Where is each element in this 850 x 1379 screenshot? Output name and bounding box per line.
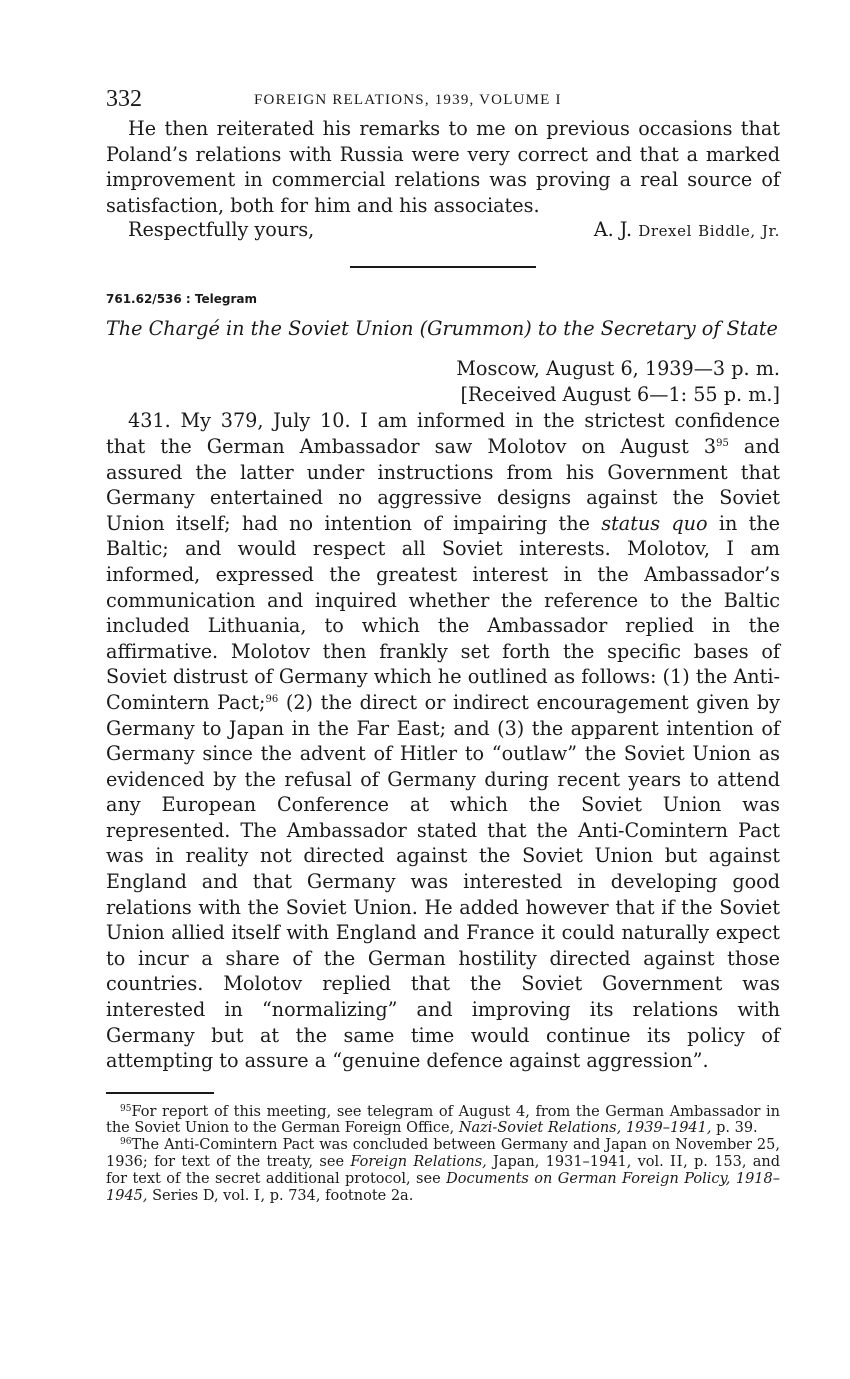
footnote-text: Japan, 1931–1941, vol. [486, 1154, 671, 1171]
page [106, 86, 780, 1205]
footnote-divider [106, 1092, 214, 1094]
footnote-text: p. 39. [711, 1120, 758, 1137]
footnote-volume: II [670, 1152, 684, 1171]
footnotes [106, 1104, 780, 1205]
title-part-1: The Chargé in the Soviet Union ( [106, 317, 428, 341]
footnote-ref-96[interactable]: 96 [265, 693, 279, 705]
title-name: Grummon [427, 317, 525, 341]
footnote-mark: 96 [120, 1136, 132, 1147]
sign-off [106, 218, 780, 246]
body-part-2: and assured the latter under instructions from his Government that Germany entertained no aggressive designs against the Soviet Union itself; had no intention of impairing the [106, 434, 781, 535]
received-note: [Received August 6—1: 55 p. m.] [460, 383, 780, 407]
document-title [106, 316, 780, 342]
footnote-citation: Foreign Relations, [350, 1154, 487, 1171]
footnote-96 [106, 1137, 780, 1205]
footnote-text: For report of this meeting, see telegram of August 4, from the German Ambassador in the Soviet Union to the German Foreign Office, [106, 1103, 780, 1137]
footnote-citation: Documents on German Foreign Policy, 1918–1945, [106, 1170, 780, 1205]
page-number: 332 [106, 86, 142, 112]
signature [594, 218, 780, 241]
running-head-title: FOREIGN RELATIONS, 1939, VOLUME I [254, 92, 562, 108]
place-date: Moscow, August 6, 1939—3 p. m. [456, 357, 780, 381]
title-part-2: ) to the Secretary of State [524, 317, 778, 341]
footnote-95 [106, 1104, 780, 1137]
intro-paragraph: He then reiterated his remarks to me on previous occasions that Poland’s relations with Russia were very correct and that a marked improvement in commercial relations was proving a real source of satisfaction, both for him and his associates. [106, 117, 780, 217]
section-divider [350, 266, 536, 268]
signature-name-1: Drexel [638, 222, 692, 241]
footnote-text: The Anti-Comintern Pact was concluded between Germany and Japan on November 25, 1936; for text of the treaty, see [106, 1136, 780, 1171]
body-part-1: 431. My 379, July 10. I am informed in the strictest confidence that the German Ambassador saw Molotov on August 3 [106, 409, 780, 458]
footnote-ref-95[interactable]: 95 [716, 437, 729, 449]
telegram-body [106, 408, 780, 1073]
signature-suffix: Jr. [761, 222, 780, 241]
footnote-text: , p. 153, and for text of the secret additional protocol, see [106, 1154, 781, 1187]
footnote-citation: Nazi-Soviet Relations, 1939–1941, [458, 1120, 712, 1137]
footnote-volume: I [253, 1186, 261, 1205]
body-part-4: (2) the direct or indirect encouragement given by Germany to Japan in the Far East; and (3) the apparent intention of Germany since the advent of Hitler to “outlaw” the Soviet Union as evidenced by the refusal of Germany during recent years to attend any European Conference at which the Soviet Union was represented. The Ambassador stated that the Anti-Comintern Pact was in reality not directed against the Soviet Union but against England and that Germany was interested in developing good relations with the Soviet Union. He added however that if the Soviet Union allied itself with England and France it could naturally expect to incur a share of the German hostility directed against those countries. Molotov replied that the Soviet Government was interested in “normalizing” and improving its relations with Germany but at the same time would continue its policy of attempting to assure a “genuine defence against aggression”. [106, 690, 781, 1073]
footnote-text: , p. 734, footnote 2a. [260, 1188, 414, 1205]
footnote-mark: 95 [120, 1103, 132, 1114]
footnote-text: Series D, vol. [147, 1188, 254, 1205]
closing: Respectfully yours, [128, 218, 315, 242]
signature-initials: A. J. [593, 218, 633, 242]
body-part-3: in the Baltic; and would respect all Soviet interests. Molotov, I am informed, expressed the greatest interest in the Ambassador’s communication and inquired whether the reference to the Baltic included Lithuania, to which the Ambassador replied in the affirmative. Molotov then frankly set forth the specific bases of Soviet distrust of Germany which he outlined as follows: (1) the Anti-Comintern Pact; [106, 511, 780, 714]
status-quo: status quo [601, 511, 708, 535]
file-reference: 761.62/536 : Telegram [106, 292, 257, 307]
signature-name-2: Biddle, [698, 222, 756, 241]
running-head [106, 86, 780, 116]
